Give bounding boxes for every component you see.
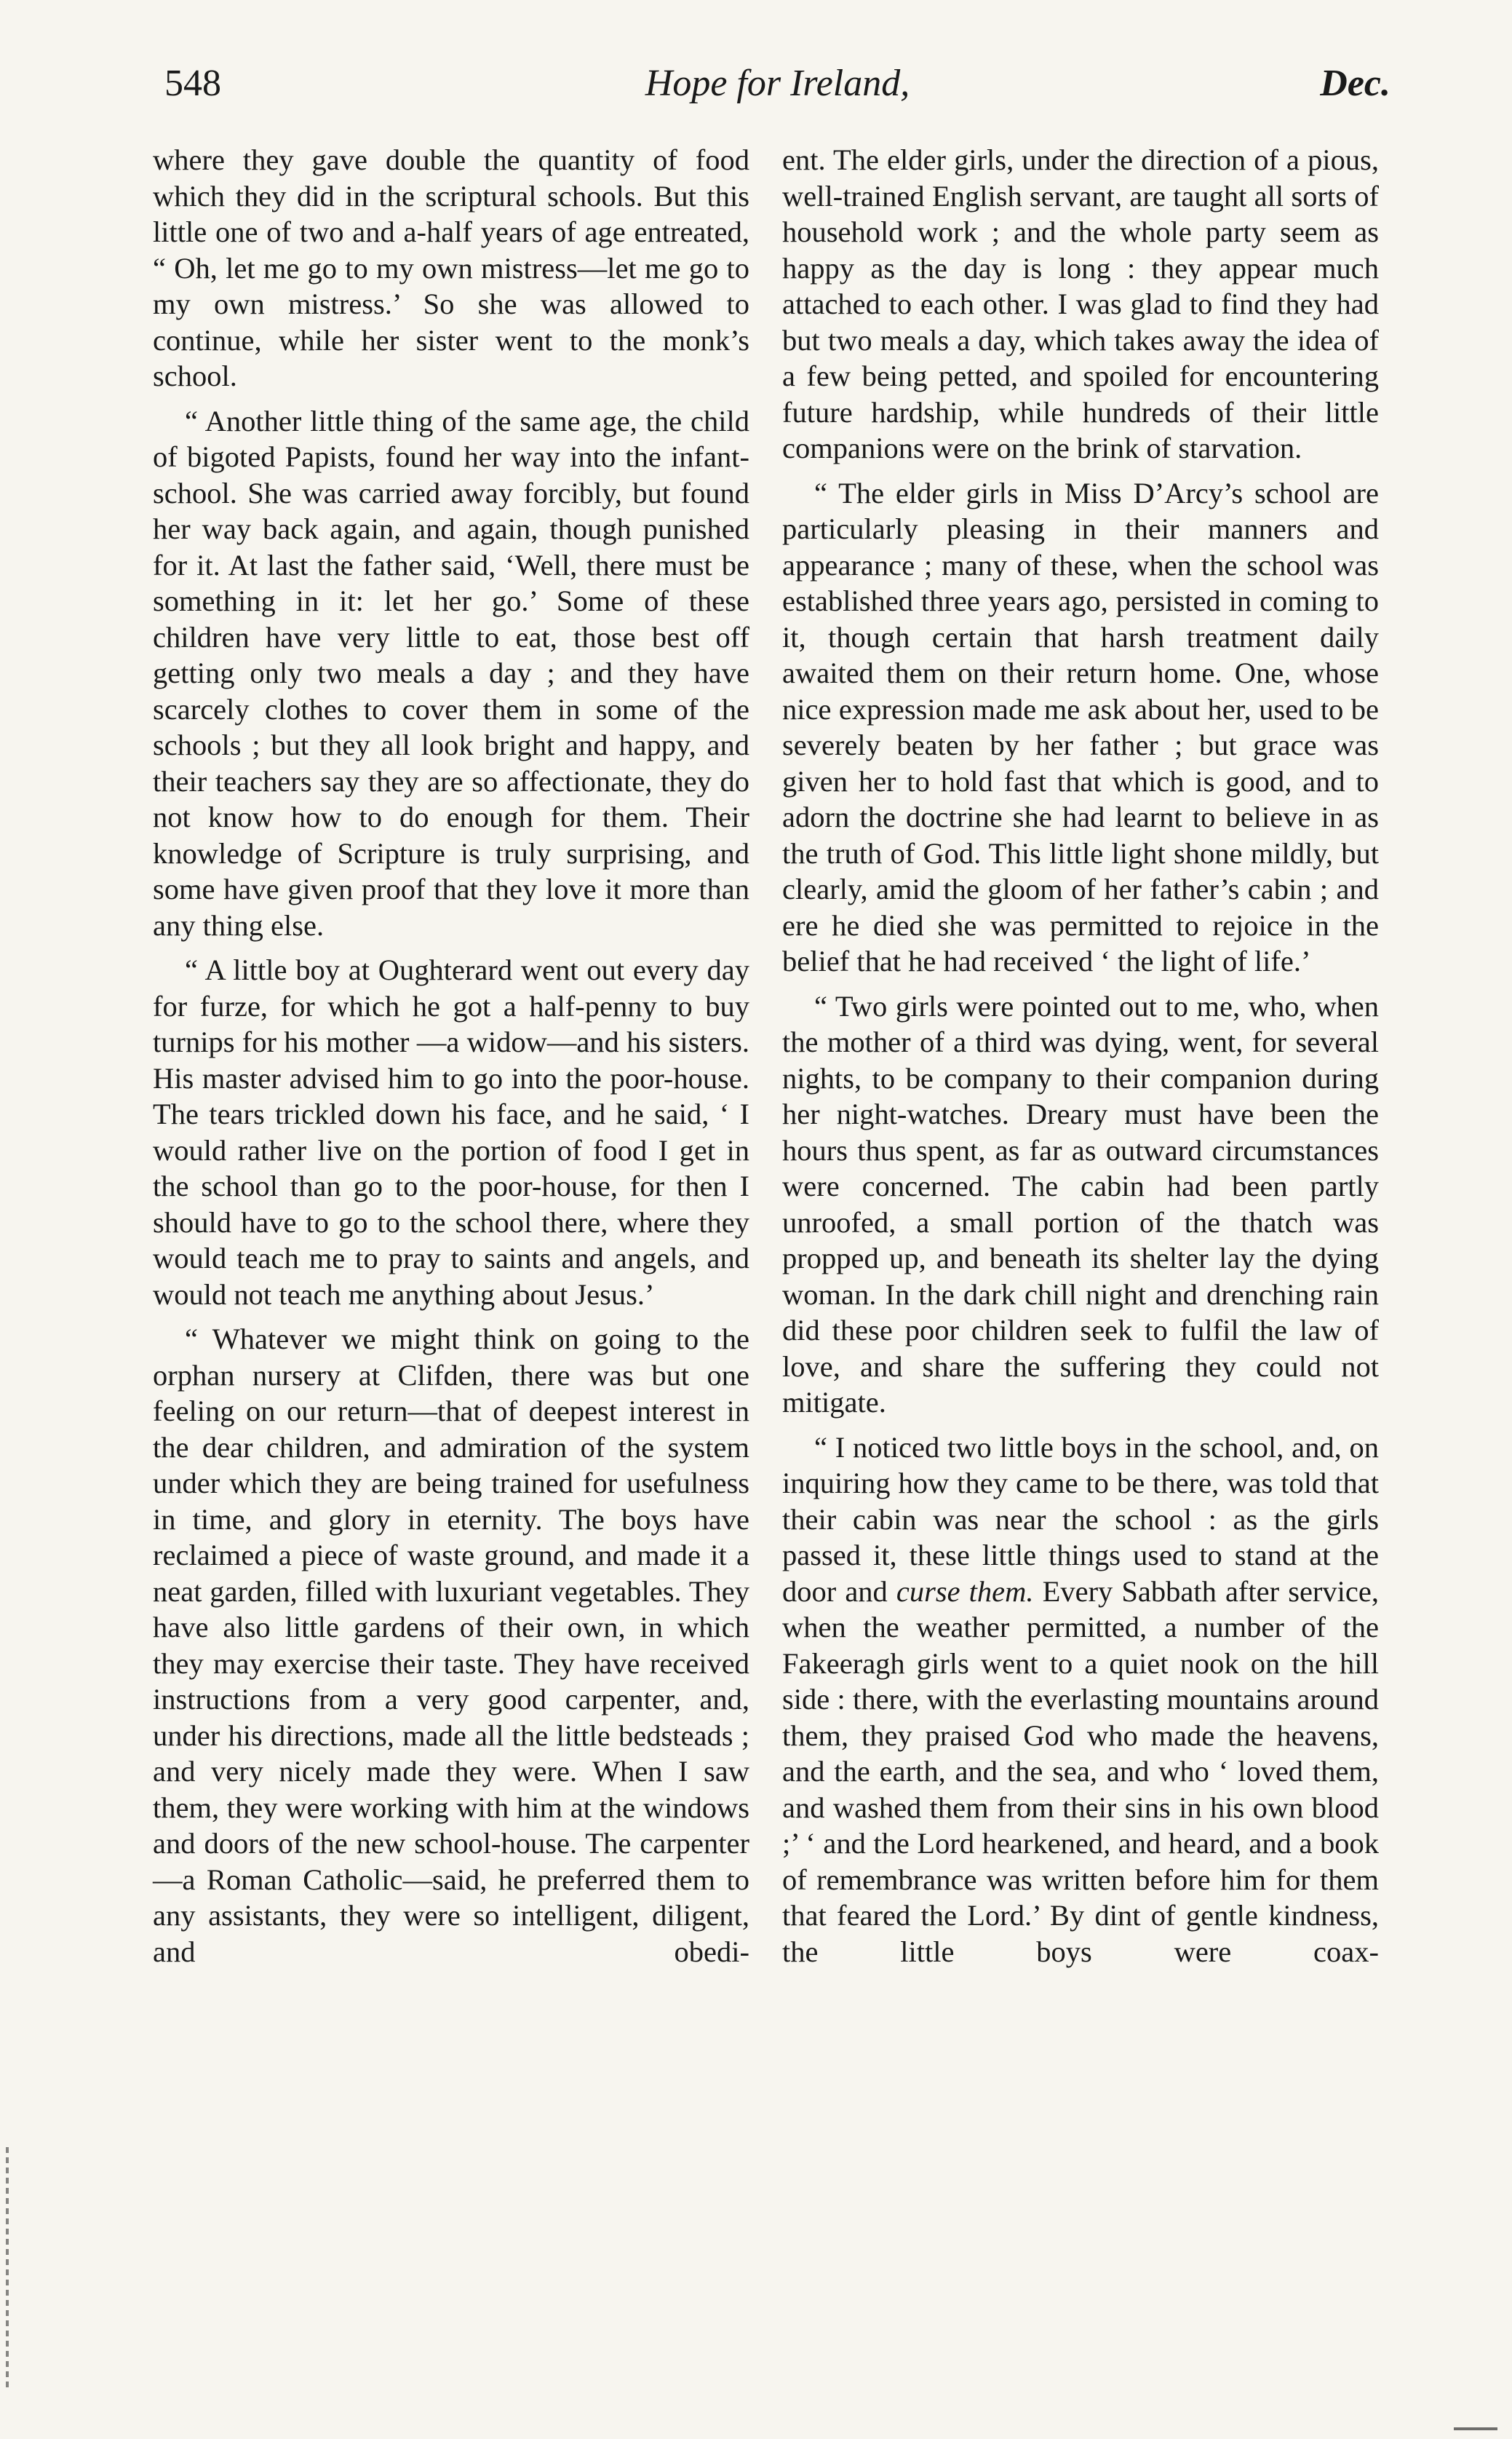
left-column bbox=[153, 142, 749, 1970]
corner-rule bbox=[1454, 2427, 1497, 2430]
paragraph: “ Another little thing of the same age, the child of bigoted Papists, found her way into the infant-school. She was carried away forcibly, but found her way back again, and again, though punished for it. At last the father said, ‘Well, there must be something in it: let her go.’ Some of these children have very little to eat, those best off getting only two meals a day ; and they have scarcely clothes to cover them in some of the schools ; but they all look bright and happy, and their teachers say they are so affectionate, they do not know how to do enough for them. Their knowledge of Scripture is truly surprising, and some have given proof that they love it more than any thing else. bbox=[153, 404, 749, 942]
paragraph: “ A little boy at Oughterard went out every day for furze, for which he got a half-penny to buy turnips for his mother —a widow—and his sisters. His master advised him to go into the poor-house. The tears trickled down his face, and he said, ‘ I would rather live on the portion of food I get in the school than go to the poor-house, for then I should have to go to the school there, where they would teach me to pray to saints and angels, and would not teach me anything about Jesus.’ bbox=[153, 953, 749, 1311]
paragraph: “ Two girls were pointed out to me, who, when the mother of a third was dying, went, for several nights, to be company to their companion during her night-watches. Dreary must have been the hours thus spent, as far as outward circumstances were concerned. The cabin had been partly unroofed, a small portion of the thatch was propped up, and beneath its shelter lay the dying woman. In the dark chill night and drenching rain did these poor children seek to fulfil the law of love, and share the suffering they could not mitigate. bbox=[782, 989, 1379, 1419]
paragraph bbox=[782, 1429, 1379, 1970]
paragraph: “ Whatever we might think on going to the orphan nursery at Clifden, there was but one feeling on our return—that of deepest interest in the dear children, and admiration of the system under which they are being trained for usefulness in time, and glory in eternity. The boys have reclaimed a piece of waste ground, and made it a neat garden, filled with luxuriant vegetables. They have also little gardens of their own, in which they may exercise their taste. They have received instructions from a very good carpenter, and, under his directions, made all the little bedsteads ; and very nicely made they were. When I saw them, they were working with him at the windows and doors of the new school-house. The carpenter—a Roman Catholic—said, he preferred them to any assistants, they were so intelligent, diligent, and obedi- bbox=[153, 1322, 749, 1968]
emphasis-text: curse them. bbox=[896, 1574, 1034, 1608]
paragraph-text: Every Sabbath after service, when the weather permitted, a number of the Fakeeragh girls went to a quiet nook on the hill side : there, with the everlasting mountains around them, they praised God who made the heavens, and the earth, and the sea, and who ‘ loved them, and washed them from their sins in his own blood ;’ ‘ and the Lord hearkened, and heard, and a book of remembrance was written before him for them that feared the Lord.’ By dint of gentle kindness, the little boys were coax- bbox=[782, 1574, 1379, 1968]
page-number: 548 bbox=[164, 63, 221, 104]
running-header bbox=[164, 51, 1390, 116]
running-title: Hope for Ireland, bbox=[645, 63, 910, 104]
paragraph-text: “ I noticed two little boys in the school, and, on inquiring how they came to be there, was told that their cabin was near the school : as the girls passed it, these little things used to stand at the door and bbox=[782, 1430, 1379, 1608]
paragraph: where they gave double the quantity of food which they did in the scriptural schools. But this little one of two and a-half years of age entreated, “ Oh, let me go to my own mistress—let me go to my own mistress.’ So she was allowed to continue, while her sister went to the monk’s school. bbox=[153, 143, 749, 392]
running-month: Dec. bbox=[1320, 63, 1390, 104]
paragraph: ent. The elder girls, under the direction of a pious, well-trained English servant, are taught all sorts of household work ; and the whole party seem as happy as the day is long : they appear much attached to each other. I was glad to find they had but two meals a day, which takes away the idea of a few being petted, and spoiled for encountering future hardship, while hundreds of their little companions were on the brink of starvation. bbox=[782, 143, 1379, 464]
binding-edge-mark bbox=[6, 2147, 9, 2387]
right-column bbox=[782, 142, 1379, 1970]
paragraph: “ The elder girls in Miss D’Arcy’s school are particularly pleasing in their manners and appearance ; many of these, when the school was established three years ago, persisted in coming to it, though certain that harsh treatment daily awaited them on their return home. One, whose nice expression made me ask about her, used to be severely beaten by her father ; but grace was given her to hold fast that which is good, and to adorn the doctrine she had learnt to believe in as the truth of God. This little light shone mildly, but clearly, amid the gloom of her father’s cabin ; and ere he died she was permitted to rejoice in the belief that he had received ‘ the light of life.’ bbox=[782, 476, 1379, 977]
